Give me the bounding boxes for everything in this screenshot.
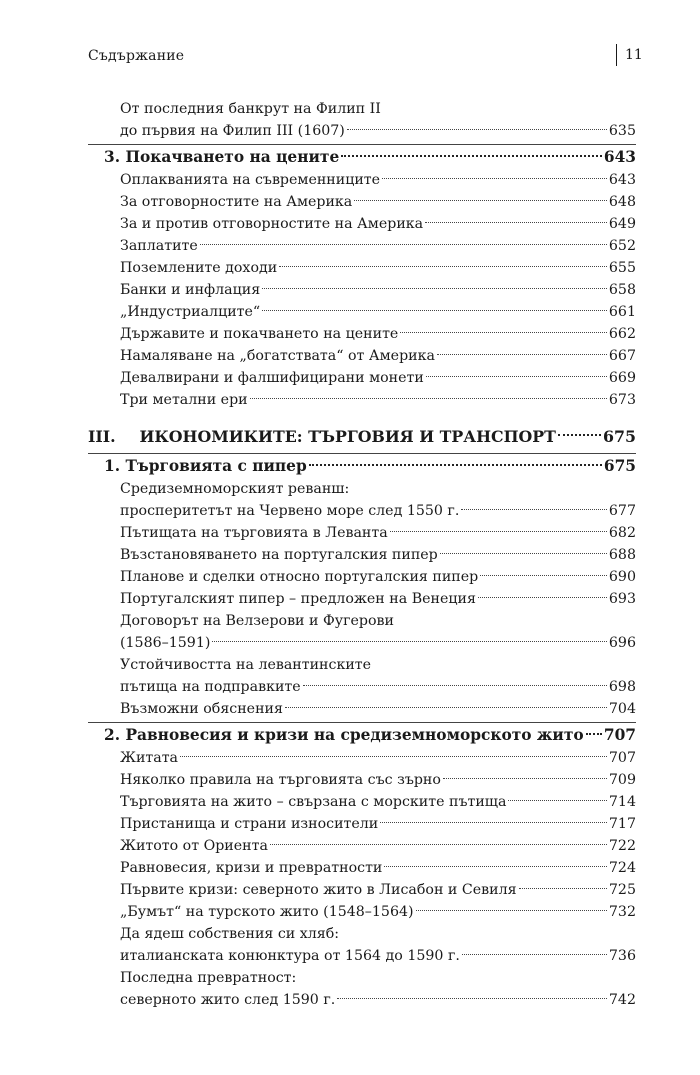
toc-entry-title: Пристанища и страни износители xyxy=(120,816,379,832)
toc-page-number: 690 xyxy=(608,569,636,585)
toc-page-number: 742 xyxy=(608,992,636,1008)
toc-entry xyxy=(88,879,636,901)
toc-entry xyxy=(88,566,636,588)
toc-page-number: 658 xyxy=(608,282,636,298)
dot-leader xyxy=(262,288,607,289)
dot-leader xyxy=(480,575,607,576)
toc-line xyxy=(88,213,636,235)
dot-leader xyxy=(586,733,602,735)
toc-entry-title: Първите кризи: северното жито в Лисабон и Севиля xyxy=(120,882,517,898)
toc-page-number: 643 xyxy=(608,172,636,188)
toc-entry xyxy=(88,191,636,213)
toc-line xyxy=(88,367,636,389)
toc-line xyxy=(88,301,636,323)
toc-entry-title: пътища на подправките xyxy=(120,679,301,695)
toc-entry-title: Португалският пипер – предложен на Венеция xyxy=(120,591,476,607)
dot-leader xyxy=(443,778,607,779)
toc-entry xyxy=(88,967,636,1011)
section-title: Търговията с пипер xyxy=(125,457,307,475)
toc-entry xyxy=(88,747,636,769)
toc-entry-title: Житата xyxy=(120,750,179,766)
toc-entry-title: За и против отговорностите на Америка xyxy=(120,216,424,232)
dot-leader xyxy=(462,954,607,955)
dot-leader xyxy=(461,509,607,510)
toc-page-number: 635 xyxy=(608,123,636,139)
toc-page-number: 698 xyxy=(608,679,636,695)
section-heading xyxy=(88,453,636,478)
toc-line xyxy=(88,769,636,791)
page-number: 11 xyxy=(625,47,643,63)
toc-page-number: 667 xyxy=(608,348,636,364)
toc-page-number: 655 xyxy=(608,260,636,276)
toc-page-number: 732 xyxy=(608,904,636,920)
toc-page-number: 709 xyxy=(608,772,636,788)
dot-leader xyxy=(508,800,606,801)
toc-line xyxy=(88,588,636,610)
toc-entry-title: Последна превратност: xyxy=(120,970,297,986)
toc-page-number: 717 xyxy=(608,816,636,832)
toc-line xyxy=(88,676,636,698)
toc-page-number: 693 xyxy=(608,591,636,607)
toc-entry xyxy=(88,901,636,923)
toc-entry-title: Средиземноморският реванш: xyxy=(120,481,350,497)
toc-line xyxy=(88,98,636,120)
dot-leader xyxy=(270,844,607,845)
toc-page-number: 696 xyxy=(608,635,636,651)
toc-entry-title: Да ядеш собствения си хляб: xyxy=(120,926,340,942)
section-heading xyxy=(88,144,636,169)
dot-leader xyxy=(400,332,607,333)
toc-entry xyxy=(88,389,636,411)
toc-line xyxy=(88,747,636,769)
toc-entry-title: Възможни обяснения xyxy=(120,701,283,717)
toc-line xyxy=(88,698,636,720)
dot-leader xyxy=(558,434,601,436)
dot-leader xyxy=(425,222,607,223)
toc-entry xyxy=(88,813,636,835)
toc-entry xyxy=(88,654,636,698)
dot-leader xyxy=(180,756,607,757)
toc-entry xyxy=(88,544,636,566)
toc-line xyxy=(88,945,636,967)
page-number-block xyxy=(616,44,643,66)
toc-entry-title: Устойчивостта на левантинските xyxy=(120,657,372,673)
toc-line xyxy=(88,967,636,989)
toc-entry xyxy=(88,235,636,257)
dot-leader xyxy=(416,910,607,911)
toc-entry xyxy=(88,279,636,301)
running-title: Съдържание xyxy=(88,48,185,64)
dot-leader xyxy=(337,998,607,999)
toc-entry xyxy=(88,453,636,478)
toc-entry xyxy=(88,857,636,879)
toc-line xyxy=(88,120,636,142)
part-title: ИКОНОМИКИТЕ: ТЪРГОВИЯ И ТРАНСПОРТ xyxy=(139,427,556,446)
toc-page-number: 661 xyxy=(608,304,636,320)
toc-entry-title: Договорът на Велзерови и Фугерови xyxy=(120,613,395,629)
dot-leader xyxy=(519,888,607,889)
toc-line xyxy=(88,544,636,566)
toc-entry xyxy=(88,169,636,191)
toc-line xyxy=(88,835,636,857)
toc-page-number: 662 xyxy=(608,326,636,342)
toc-line xyxy=(88,632,636,654)
toc-line xyxy=(88,169,636,191)
toc-line xyxy=(88,879,636,901)
toc-page-number: 649 xyxy=(608,216,636,232)
toc-entry-title: „Бумът“ на турското жито (1548–1564) xyxy=(120,904,414,920)
toc-entry xyxy=(88,698,636,720)
toc-page-number: 722 xyxy=(608,838,636,854)
toc-entry-title: северното жито след 1590 г. xyxy=(120,992,336,1008)
toc-entry xyxy=(88,478,636,522)
toc-entry xyxy=(88,769,636,791)
toc-entry xyxy=(88,722,636,747)
dot-leader xyxy=(440,553,607,554)
toc-entry-title: За отговорностите на Америка xyxy=(120,194,353,210)
toc-entry-title: Държавите и покачването на цените xyxy=(120,326,399,342)
toc-entry-title: Пътищата на търговията в Леванта xyxy=(120,525,388,541)
dot-leader xyxy=(303,685,607,686)
dot-leader xyxy=(478,597,607,598)
toc-entry-title: Девалвирани и фалшифицирани монети xyxy=(120,370,424,386)
toc-entry-title: Банки и инфлация xyxy=(120,282,261,298)
toc-page-number: 707 xyxy=(608,750,636,766)
dot-leader xyxy=(262,310,607,311)
toc-page-number: 673 xyxy=(608,392,636,408)
dot-leader xyxy=(382,178,607,179)
dot-leader xyxy=(384,866,607,867)
toc-line xyxy=(88,522,636,544)
part-heading xyxy=(88,423,636,451)
toc-line xyxy=(88,610,636,632)
section-number: 1. xyxy=(104,457,121,475)
dot-leader xyxy=(250,398,607,399)
dot-leader xyxy=(437,354,607,355)
toc-page-number: 648 xyxy=(608,194,636,210)
toc-entry xyxy=(88,257,636,279)
toc-entry xyxy=(88,367,636,389)
toc-entry xyxy=(88,522,636,544)
toc-entry xyxy=(88,423,636,451)
toc-entry-title: Заплатите xyxy=(120,238,198,254)
toc-line xyxy=(88,989,636,1011)
toc-entry xyxy=(88,835,636,857)
toc-line xyxy=(88,191,636,213)
toc-entry xyxy=(88,345,636,367)
toc-page-number: 725 xyxy=(608,882,636,898)
toc-line xyxy=(88,279,636,301)
toc-entry-title: Търговията на жито – свързана с морските пътища xyxy=(120,794,507,810)
toc-entry xyxy=(88,791,636,813)
toc-line xyxy=(88,923,636,945)
toc-page-number: 675 xyxy=(603,457,636,475)
toc-entry xyxy=(88,213,636,235)
toc-entry-title: (1586–1591) xyxy=(120,635,211,651)
toc-page-number: 704 xyxy=(608,701,636,717)
toc-entry xyxy=(88,301,636,323)
toc-entry-title: „Индустриалците“ xyxy=(120,304,261,320)
toc-entry-title: Поземлените доходи xyxy=(120,260,278,276)
toc-entry-title: до първия на Филип III (1607) xyxy=(120,123,345,139)
toc-line xyxy=(88,389,636,411)
toc-entry-title: италианската конюнктура от 1564 до 1590 г. xyxy=(120,948,460,964)
toc-line xyxy=(88,235,636,257)
toc-entry xyxy=(88,144,636,169)
toc-entry-title: Равновесия, кризи и превратности xyxy=(120,860,383,876)
toc-line xyxy=(88,323,636,345)
toc-entry xyxy=(88,588,636,610)
toc-entry-title: просперитетът на Червено море след 1550 г. xyxy=(120,503,460,519)
dot-leader xyxy=(354,200,607,201)
toc-line xyxy=(88,813,636,835)
toc-page-number: 677 xyxy=(608,503,636,519)
toc-entry-title: Планове и сделки относно португалския пипер xyxy=(120,569,479,585)
section-heading xyxy=(88,722,636,747)
toc-line xyxy=(88,478,636,500)
toc-page-number: 652 xyxy=(608,238,636,254)
toc-entry-title: Възстановяването на португалския пипер xyxy=(120,547,438,563)
section-number: 2. xyxy=(104,726,121,744)
dot-leader xyxy=(279,266,607,267)
toc-entry-title: Оплакванията на съвременниците xyxy=(120,172,381,188)
toc-page-number: 675 xyxy=(603,427,636,446)
toc-entry xyxy=(88,98,636,142)
toc-line xyxy=(88,654,636,676)
table-of-contents xyxy=(88,98,636,1011)
toc-entry-title: Намаляване на „богатствата“ от Америка xyxy=(120,348,435,364)
toc-line xyxy=(88,500,636,522)
dot-leader xyxy=(380,822,607,823)
dot-leader xyxy=(212,641,607,642)
section-title: Равновесия и кризи на средиземноморското жито xyxy=(125,726,584,744)
dot-leader xyxy=(347,129,607,130)
dot-leader xyxy=(200,244,607,245)
dot-leader xyxy=(309,464,602,466)
section-number: 3. xyxy=(104,148,121,166)
page-number-divider xyxy=(616,44,617,66)
toc-entry-title: Три метални ери xyxy=(120,392,248,408)
toc-page-number: 724 xyxy=(608,860,636,876)
toc-line xyxy=(88,566,636,588)
toc-page-number: 736 xyxy=(608,948,636,964)
toc-page-number: 643 xyxy=(603,148,636,166)
section-title: Покачването на цените xyxy=(125,148,340,166)
toc-page-number: 707 xyxy=(603,726,636,744)
toc-line xyxy=(88,345,636,367)
toc-line xyxy=(88,857,636,879)
dot-leader xyxy=(285,707,607,708)
toc-entry-title: От последния банкрут на Филип II xyxy=(120,101,381,117)
toc-entry xyxy=(88,323,636,345)
toc-line xyxy=(88,901,636,923)
dot-leader xyxy=(426,376,607,377)
dot-leader xyxy=(390,531,607,532)
toc-entry-title: Житото от Ориента xyxy=(120,838,268,854)
toc-line xyxy=(88,257,636,279)
dot-leader xyxy=(341,155,602,157)
part-number: III. xyxy=(88,427,116,446)
toc-entry xyxy=(88,610,636,654)
toc-line xyxy=(88,791,636,813)
toc-page-number: 669 xyxy=(608,370,636,386)
toc-entry-title: Няколко правила на търговията със зърно xyxy=(120,772,441,788)
toc-entry xyxy=(88,923,636,967)
toc-page-number: 714 xyxy=(608,794,636,810)
toc-page-number: 682 xyxy=(608,525,636,541)
toc-page-number: 688 xyxy=(608,547,636,563)
